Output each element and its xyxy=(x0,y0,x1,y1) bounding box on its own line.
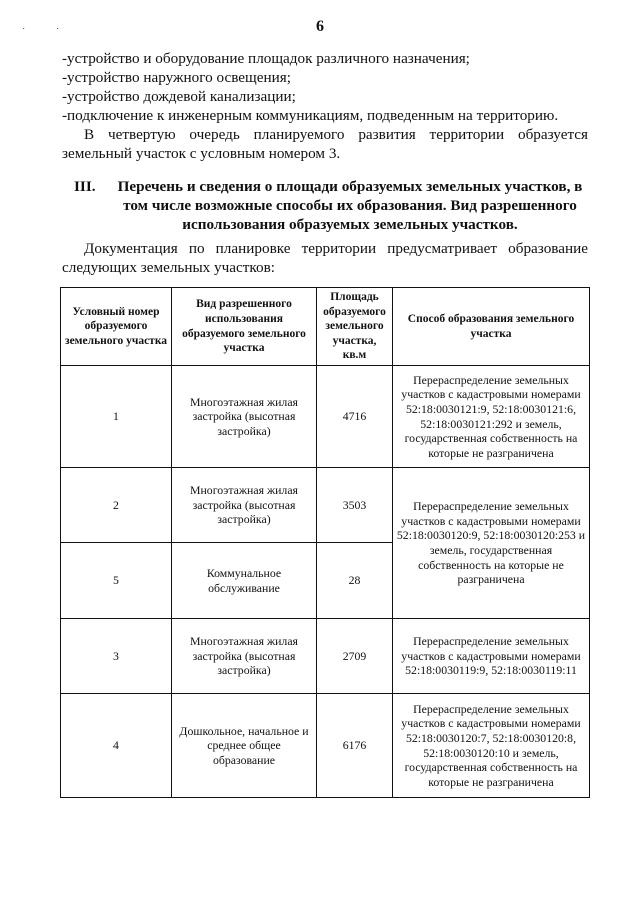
cell-use: Дошкольное, начальное и среднее общее образование xyxy=(172,694,317,798)
section-title: Перечень и сведения о площади образуемых земельных участков, в том числе возможные способы их образования. Вид разрешенного использования образуемых земельных участков. xyxy=(117,178,583,233)
table-row xyxy=(61,619,590,694)
section-number: III. xyxy=(74,178,96,195)
cell-area: 4716 xyxy=(317,366,393,468)
cell-number: 1 xyxy=(61,366,172,468)
section-heading xyxy=(62,177,588,234)
header-area: Площадь образуемого земельного участка, кв.м xyxy=(317,288,393,366)
cell-number: 2 xyxy=(61,468,172,543)
list-item: -устройство и оборудование площадок различного назначения; xyxy=(62,50,470,67)
cell-number: 3 xyxy=(61,619,172,694)
cell-area: 28 xyxy=(317,543,393,619)
cell-number: 5 xyxy=(61,543,172,619)
list-item: -устройство дождевой канализации; xyxy=(62,88,296,105)
page-number: 6 xyxy=(316,18,324,35)
bullet-list xyxy=(62,49,588,163)
list-item: -подключение к инженерным коммуникациям, подведенным на территорию. xyxy=(62,107,559,124)
fourth-stage-line: земельный участок с условным номером 3. xyxy=(62,145,341,162)
table-row xyxy=(61,468,590,543)
cell-method: Перераспределение земельных участков с кадастровыми номерами 52:18:0030120:9, 52:18:0030120:253 и земель, государственная собственность на которые не разграничена xyxy=(393,468,590,619)
cell-use: Коммунальное обслуживание xyxy=(172,543,317,619)
cell-method: Перераспределение земельных участков с кадастровыми номерами 52:18:0030120:7, 52:18:0030120:8, 52:18:0030120:10 и земель, государственная собственность на которые не разграничена xyxy=(393,694,590,798)
cell-area: 3503 xyxy=(317,468,393,543)
intro-line: Документация по планировке территории предусматривает образование xyxy=(84,240,588,257)
cell-use: Многоэтажная жилая застройка (высотная застройка) xyxy=(172,366,317,468)
cell-area: 6176 xyxy=(317,694,393,798)
cell-method: Перераспределение земельных участков с кадастровыми номерами 52:18:0030119:9, 52:18:0030119:11 xyxy=(393,619,590,694)
header-method: Способ образования земельного участка xyxy=(393,288,590,366)
intro-paragraph xyxy=(62,239,588,277)
fourth-stage-line: В четвертую очередь планируемого развития территории образуется xyxy=(84,126,588,143)
list-item: -устройство наружного освещения; xyxy=(62,69,291,86)
land-plots-table xyxy=(60,287,590,798)
cell-area: 2709 xyxy=(317,619,393,694)
header-use: Вид разрешенного использования образуемого земельного участка xyxy=(172,288,317,366)
table-header-row xyxy=(61,288,590,366)
header-number: Условный номер образуемого земельного участка xyxy=(61,288,172,366)
cell-use: Многоэтажная жилая застройка (высотная застройка) xyxy=(172,619,317,694)
cell-method: Перераспределение земельных участков с кадастровыми номерами 52:18:0030121:9, 52:18:0030121:6, 52:18:0030121:292 и земель, государственная собственность на которые не разграничена xyxy=(393,366,590,468)
intro-line: следующих земельных участков: xyxy=(62,259,276,276)
scan-marks: ˙ ˙ xyxy=(22,27,74,38)
cell-use: Многоэтажная жилая застройка (высотная застройка) xyxy=(172,468,317,543)
table-row xyxy=(61,694,590,798)
cell-number: 4 xyxy=(61,694,172,798)
table-row xyxy=(61,366,590,468)
